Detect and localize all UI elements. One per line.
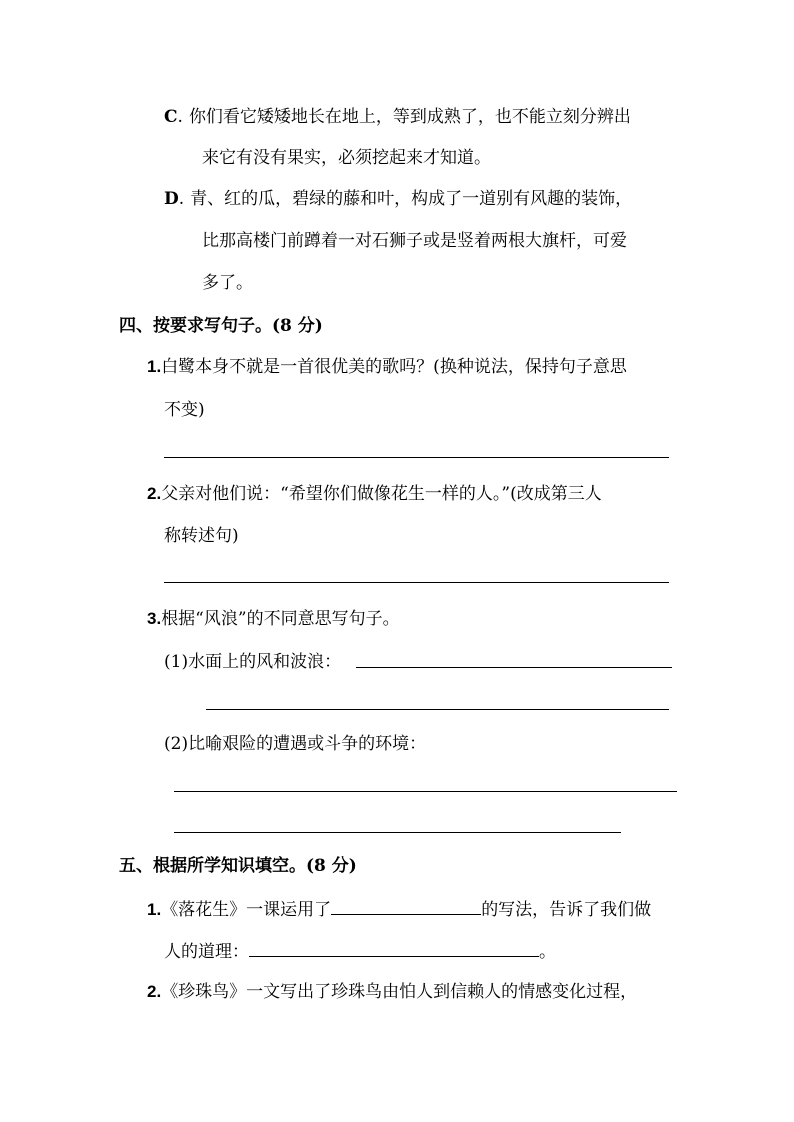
option-c-text1: 你们看它矮矮地长在地上，等到成熟了，也不能立刻分辨出: [188, 107, 631, 127]
s4-q3-sub2-answer-line-1[interactable]: [174, 791, 677, 792]
option-c-line1: [164, 107, 631, 127]
s4-q3-sub1-label: (1)水面上的风和波浪：: [164, 652, 342, 672]
option-c-label: C: [164, 107, 178, 127]
s5-q2-text: 《珍珠鸟》一文写出了珍珠鸟由怕人到信赖人的情感变化过程，: [161, 982, 638, 1002]
s4-q2-line1: [147, 484, 602, 504]
option-c-dot: .: [177, 107, 183, 127]
s4-q1-text: 白鹭本身不就是一首很优美的歌吗？(换种说法，保持句子意思: [161, 357, 627, 377]
s4-q3-number: 3.: [147, 609, 162, 628]
option-d-line2: 比那高楼门前蹲着一对石狮子或是竖着两根大旗杆，可爱: [202, 231, 627, 251]
s5-q1-number: 1.: [147, 900, 162, 919]
s5-q1-line2-label: 人的道理：: [164, 942, 249, 962]
s4-q2-text: 父亲对他们说：“希望你们做像花生一样的人。”(改成第三人: [161, 484, 602, 504]
s4-q3-line1: [147, 609, 400, 629]
option-d-line3: 多了。: [202, 273, 253, 293]
s4-q1-line1: [147, 357, 627, 377]
s4-q3-sub1-answer-line-2[interactable]: [206, 709, 669, 710]
s4-q3-text: 根据“风浪”的不同意思写句子。: [161, 609, 400, 629]
s4-q1-line2: 不变): [164, 400, 205, 420]
section4-heading: 四、按要求写句子。(8 分): [119, 316, 323, 336]
s4-q2-answer-line[interactable]: [164, 582, 669, 583]
s4-q3-sub1-answer-line-1[interactable]: [356, 667, 672, 668]
s4-q3-sub2-answer-line-2[interactable]: [174, 832, 621, 833]
s5-q1-part2: 的写法，告诉了我们做: [481, 900, 652, 920]
s4-q1-answer-line[interactable]: [164, 457, 669, 458]
section5-heading: 五、根据所学知识填空。(8 分): [119, 856, 357, 876]
s5-q2-line1: [147, 982, 637, 1002]
s4-q1-number: 1.: [147, 357, 162, 376]
option-d-text1: 青、红的瓜，碧绿的藤和叶，构成了一道别有风趣的装饰，: [190, 189, 633, 209]
s4-q2-line2: 称转述句): [164, 526, 239, 546]
s5-q1-end: 。: [539, 942, 556, 962]
option-d-dot: .: [178, 189, 185, 209]
s5-q1-blank-2[interactable]: [249, 940, 539, 957]
s5-q1-part1: 《落花生》一课运用了: [161, 900, 332, 920]
option-c-line2: 来它有没有果实，必须挖起来才知道。: [202, 148, 491, 168]
option-d-line1: [164, 189, 632, 209]
s4-q2-number: 2.: [147, 484, 162, 503]
s5-q1-line1: [147, 898, 651, 920]
s5-q1-line2: [164, 940, 556, 962]
s4-q3-sub2-label: (2)比喻艰险的遭遇或斗争的环境：: [164, 734, 427, 754]
s5-q1-blank-1[interactable]: [331, 898, 481, 915]
option-d-label: D: [164, 189, 179, 209]
s5-q2-number: 2.: [147, 982, 162, 1001]
